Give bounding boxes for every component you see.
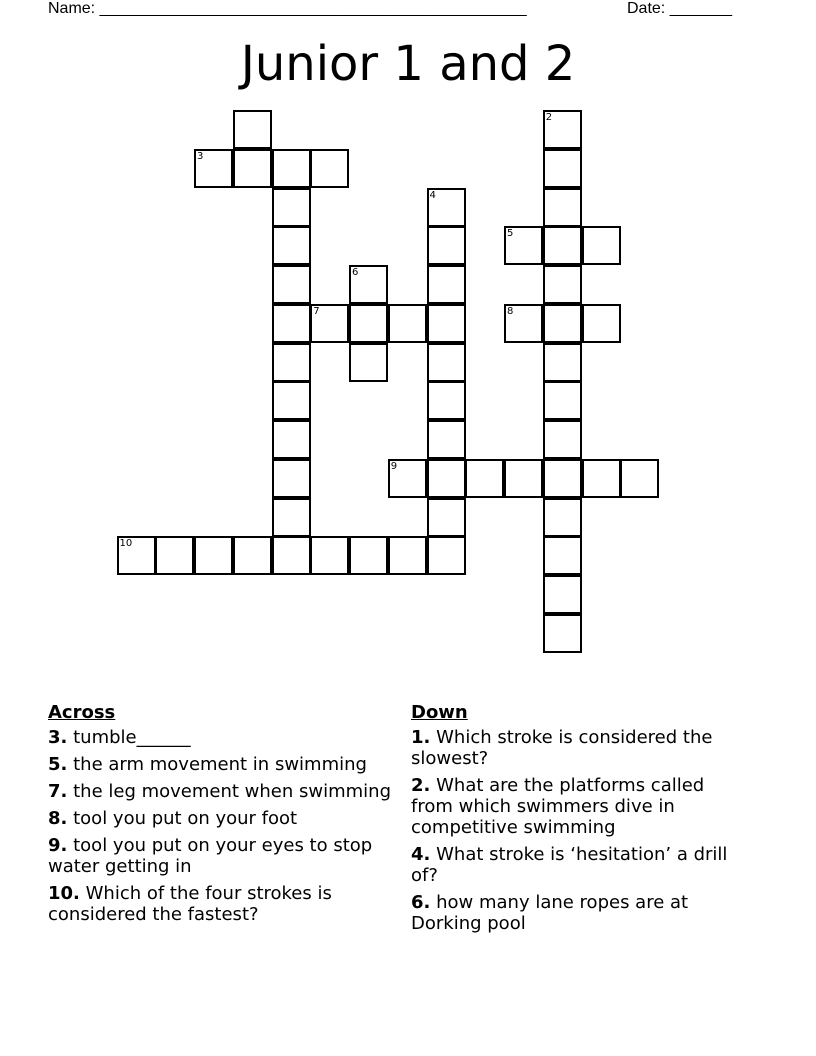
grid-cell[interactable] (543, 265, 582, 304)
grid-cell[interactable] (427, 226, 466, 265)
grid-cell[interactable] (427, 265, 466, 304)
grid-cell[interactable] (543, 226, 582, 265)
grid-cell[interactable] (504, 304, 543, 343)
clue-text: What stroke is ‘hesitation’ a drill of? (411, 844, 728, 886)
grid-cell[interactable] (427, 420, 466, 459)
clue-number: 1. (411, 727, 431, 748)
grid-cell[interactable] (543, 420, 582, 459)
cell-number: 2 (545, 112, 553, 123)
grid-cell[interactable] (349, 536, 388, 575)
across-clues (48, 702, 398, 931)
clue-number: 6. (411, 892, 431, 913)
grid-cell[interactable] (194, 536, 233, 575)
grid-cell[interactable] (272, 459, 311, 498)
grid-cell[interactable] (272, 536, 311, 575)
clue-number: 8. (48, 808, 68, 829)
clue-text: the leg movement when swimming (73, 781, 392, 802)
grid-cell[interactable] (233, 149, 272, 188)
across-clue-9 (48, 835, 398, 877)
grid-cell[interactable] (194, 149, 233, 188)
grid-cell[interactable] (543, 575, 582, 614)
grid-cell[interactable] (233, 110, 272, 149)
grid-cell[interactable] (543, 149, 582, 188)
grid-cell[interactable] (543, 459, 582, 498)
clue-number: 4. (411, 844, 431, 865)
cell-number: 4 (429, 189, 436, 201)
grid-cell[interactable] (272, 304, 311, 343)
across-heading: Across (48, 702, 116, 723)
clue-text: how many lane ropes are at Dorking pool (411, 892, 689, 934)
clue-text: tool you put on your foot (73, 808, 298, 829)
grid-cell[interactable] (349, 265, 388, 304)
grid-cell[interactable] (427, 381, 466, 420)
down-clue-2 (411, 775, 751, 838)
grid-cell[interactable] (310, 304, 349, 343)
clue-text: What are the platforms called from which swimmers dive in competitive swimming (411, 775, 705, 838)
grid-cell[interactable] (310, 149, 349, 188)
date-field[interactable]: Date: _______ (627, 0, 732, 17)
cell-number: 8 (507, 305, 514, 317)
grid-cell[interactable] (427, 343, 466, 382)
clue-text: Which stroke is considered the slowest? (411, 727, 713, 769)
clue-number: 3. (48, 727, 68, 748)
grid-cell[interactable] (543, 188, 582, 227)
clue-text: the arm movement in swimming (73, 754, 367, 775)
grid-cell[interactable] (310, 536, 349, 575)
grid-cell[interactable] (543, 381, 582, 420)
grid-cell[interactable] (427, 498, 466, 537)
down-clue-6 (411, 892, 751, 934)
grid-cell[interactable] (543, 498, 582, 537)
clue-text: tumble______ (73, 727, 191, 748)
grid-cell[interactable] (427, 459, 466, 498)
clue-number: 2. (411, 775, 431, 796)
cell-number: 7 (313, 305, 320, 317)
cell-number: 10 (119, 538, 133, 550)
grid-cell[interactable] (465, 459, 504, 498)
grid-cell[interactable] (504, 226, 543, 265)
cell-number: 9 (390, 460, 398, 472)
grid-cell[interactable] (117, 536, 156, 575)
grid-cell[interactable] (427, 536, 466, 575)
clue-number: 7. (48, 781, 68, 802)
cell-number: 6 (352, 267, 359, 278)
clue-text: Which of the four strokes is considered the fastest? (48, 883, 332, 925)
down-clue-4 (411, 844, 751, 886)
grid-cell[interactable] (272, 265, 311, 304)
grid-cell[interactable] (388, 536, 427, 575)
grid-cell[interactable] (272, 343, 311, 382)
grid-cell[interactable] (349, 304, 388, 343)
grid-cell[interactable] (543, 343, 582, 382)
down-clue-1 (411, 727, 751, 769)
clue-number: 9. (48, 835, 68, 856)
across-clue-10 (48, 883, 398, 925)
grid-cell[interactable] (233, 536, 272, 575)
grid-cell[interactable] (504, 459, 543, 498)
grid-cell[interactable] (427, 304, 466, 343)
across-clue-7 (48, 781, 398, 802)
grid-cell[interactable] (582, 459, 621, 498)
grid-cell[interactable] (155, 536, 194, 575)
grid-cell[interactable] (427, 188, 466, 227)
grid-cell[interactable] (543, 110, 582, 149)
grid-cell[interactable] (582, 304, 621, 343)
grid-cell[interactable] (388, 304, 427, 343)
cell-number: 3 (197, 150, 204, 162)
grid-cell[interactable] (349, 343, 388, 382)
grid-cell[interactable] (272, 226, 311, 265)
grid-cell[interactable] (620, 459, 659, 498)
across-clue-8 (48, 808, 398, 829)
grid-cell[interactable] (272, 420, 311, 459)
clue-text: tool you put on your eyes to stop water getting in (48, 835, 373, 877)
grid-cell[interactable] (543, 614, 582, 653)
grid-cell[interactable] (388, 459, 427, 498)
clue-number: 5. (48, 754, 68, 775)
name-field[interactable]: Name: ________________________________________________ (48, 0, 527, 17)
grid-cell[interactable] (543, 536, 582, 575)
page-title: Junior 1 and 2 (240, 36, 576, 92)
across-clue-3 (48, 727, 398, 748)
grid-cell[interactable] (582, 226, 621, 265)
down-clues (411, 702, 751, 940)
cell-number: 5 (507, 228, 514, 240)
grid-cell[interactable] (272, 149, 311, 188)
grid-cell[interactable] (272, 381, 311, 420)
grid-cell[interactable] (272, 498, 311, 537)
clue-number: 10. (48, 883, 80, 904)
across-clue-5 (48, 754, 398, 775)
grid-cell[interactable] (543, 304, 582, 343)
down-heading: Down (411, 702, 468, 723)
grid-cell[interactable] (272, 188, 311, 227)
